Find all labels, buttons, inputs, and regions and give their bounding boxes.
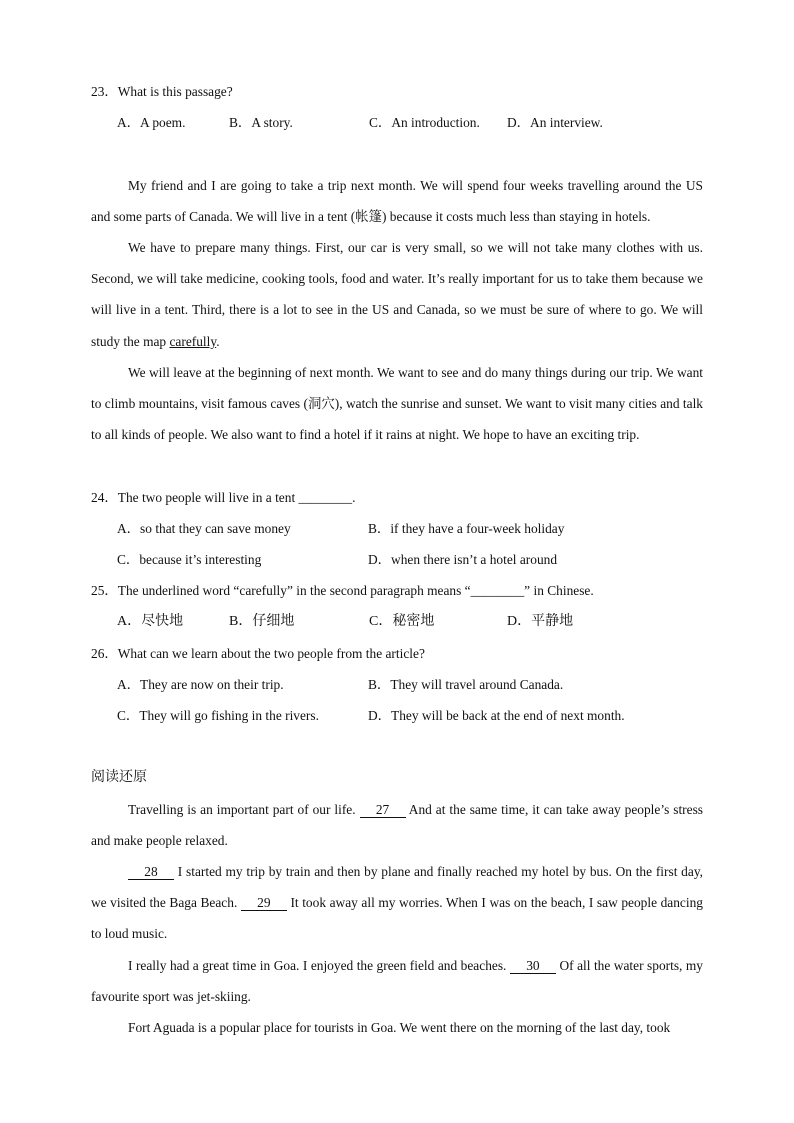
question-24-stem: 24．The two people will live in a tent ________. <box>91 490 356 505</box>
q25-option-b: B．仔细地 <box>229 614 295 629</box>
passage-paragraph-1: My friend and I are going to take a trip next month. We will spend four weeks travelling around the US and some parts of Canada. We will live in a tent (帐篷) because it costs much less than staying in hotels. <box>91 178 703 225</box>
q26-option-a: A．They are now on their trip. <box>117 677 284 692</box>
q26-option-c: C．They will go fishing in the rivers. <box>117 708 319 723</box>
q23-option-a: A．A poem. <box>117 115 186 130</box>
q26-option-d: D．They will be back at the end of next month. <box>368 708 625 723</box>
section2-paragraph-3: I really had a great time in Goa. I enjoyed the green field and beaches. 30 Of all the water sports, my favourite sport was jet-skiing. <box>91 958 703 1005</box>
underlined-word-carefully: carefully <box>169 333 217 349</box>
q23-option-c: C．An introduction. <box>369 115 480 130</box>
section2-paragraph-4: Fort Aguada is a popular place for tourists in Goa. We went there on the morning of the last day, took <box>128 1020 671 1035</box>
blank-28: 28 <box>128 865 174 880</box>
q23-option-b: B．A story. <box>229 115 293 130</box>
blank-30: 30 <box>510 959 556 974</box>
passage-paragraph-2: We have to prepare many things. First, our car is very small, so we will not take many clothes with us. Second, we will take medicine, cooking tools, food and water. It’s really important for us to take them because we will live in a tent. Third, there is a lot to see in the US and Canada, so we must be sure of where to go. We will study the map carefully. <box>91 240 703 349</box>
q25-option-c: C．秘密地 <box>369 614 435 629</box>
blank-29: 29 <box>241 896 287 911</box>
q25-option-a: A．尽快地 <box>117 614 184 629</box>
question-26-stem: 26．What can we learn about the two people from the article? <box>91 646 425 661</box>
blank-27: 27 <box>360 803 406 818</box>
q25-option-d: D．平静地 <box>507 614 574 629</box>
q24-option-d: D．when there isn’t a hotel around <box>368 552 558 567</box>
passage-paragraph-3: We will leave at the beginning of next month. We want to see and do many things during our trip. We want to climb mountains, visit famous caves (洞穴), watch the sunrise and sunset. We want to visit many cities and talk to all kinds of people. We also want to find a hotel if it rains at night. We hope to have an exciting trip. <box>91 365 703 443</box>
section2-paragraph-2: 28 I started my trip by train and then by plane and finally reached my hotel by bus. On the first day, we visited the Baga Beach. 29 It took away all my worries. When I was on the beach, I saw people dancing to loud music. <box>91 864 703 942</box>
section2-paragraph-1: Travelling is an important part of our life. 27 And at the same time, it can take away people’s stress and make people relaxed. <box>91 802 703 849</box>
q24-option-c: C．because it’s interesting <box>117 552 262 567</box>
q26-option-b: B．They will travel around Canada. <box>368 677 564 692</box>
question-23-stem: 23．What is this passage? <box>91 84 233 99</box>
question-25-stem: 25．The underlined word “carefully” in the second paragraph means “________” in Chinese. <box>91 583 594 598</box>
q23-option-d: D．An interview. <box>507 115 603 130</box>
section-title: 阅读还原 <box>91 770 147 785</box>
q24-option-a: A．so that they can save money <box>117 521 291 536</box>
q24-option-b: B．if they have a four-week holiday <box>368 521 565 536</box>
